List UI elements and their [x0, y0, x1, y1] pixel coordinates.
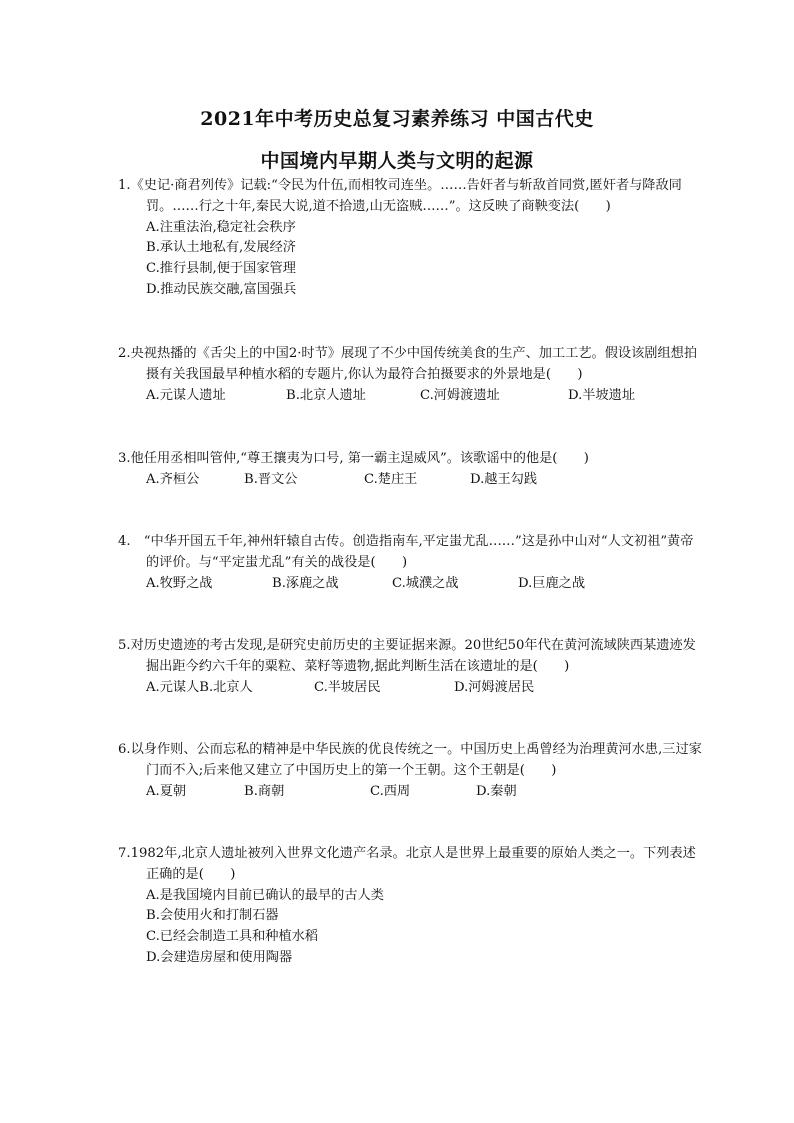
option-b: B.承认土地私有,发展经济 [146, 240, 296, 256]
option-c: C.已经会制造工具和种植水稻 [146, 929, 319, 945]
question-stem: 1.《史记·商君列传》记载:“令民为什伍,而相牧司连坐。……告奸者与斩敌首同赏,匿奸者与降敌同罚。……行之十年,秦民大说,道不拾遗,山无盗贼……”。这反映了商鞅变法( ) [118, 178, 682, 214]
option-d: D.巨鹿之战 [518, 575, 586, 591]
option-d: D.越王勾践 [470, 471, 538, 487]
option-c: C.西周 [370, 783, 411, 799]
option-d: D.推动民族交融,富国强兵 [146, 281, 297, 297]
question-6 [118, 740, 706, 802]
options-row [118, 782, 706, 803]
question-stem: 6.以身作则、公而忘私的精神是中华民族的优良传统之一。中国历史上禹曾经为治理黄河水患,三过家门而不入;后来他又建立了中国历史上的第一个王朝。这个王朝是( ) [118, 742, 702, 778]
option-b: B.北京人遗址 [286, 387, 366, 403]
document-title: 2021年中考历史总复习素养练习 中国古代史 [200, 108, 594, 130]
option-d: D.会建造房屋和使用陶器 [146, 949, 293, 965]
option-a: A.注重法治,稳定社会秩序 [146, 219, 296, 235]
option-a: A.元谋人遗址 [146, 387, 226, 403]
option-d: D.秦朝 [476, 783, 517, 799]
option-b: B.涿鹿之战 [272, 575, 339, 591]
option-a: A.齐桓公 [146, 471, 200, 487]
options-row [118, 470, 706, 491]
question-stem: 5.对历史遗迹的考古发现,是研究史前历史的主要证据来源。20世纪50年代在黄河流域陕西某遗迹发掘出距今约六千年的粟粒、菜籽等遗物,据此判断生活在该遗址的是( ) [118, 638, 696, 674]
option-a-b: A.元谋人B.北京人 [146, 679, 253, 695]
option-a: A.夏朝 [146, 783, 187, 799]
question-stem: 7.1982年,北京人遗址被列入世界文化遗产名录。北京人是世界上最重要的原始人类之一。下列表述正确的是( ) [118, 846, 696, 882]
option-b: B.商朝 [244, 783, 285, 799]
options-row [118, 386, 706, 407]
option-b: B.会使用火和打制石器 [146, 908, 279, 924]
options-row [118, 678, 706, 699]
question-5 [118, 636, 706, 698]
question-4 [118, 532, 706, 594]
option-c: C.河姆渡遗址 [420, 387, 500, 403]
question-1 [118, 176, 706, 301]
option-c: C.城濮之战 [392, 575, 459, 591]
option-c: C.推行县制,便于国家管理 [146, 261, 296, 277]
question-2 [118, 344, 706, 406]
option-c: C.楚庄王 [364, 471, 418, 487]
option-a: A.牧野之战 [146, 575, 213, 591]
question-7 [118, 844, 706, 969]
options-row [118, 574, 706, 595]
document-subtitle: 中国境内早期人类与文明的起源 [260, 150, 534, 172]
question-stem: 3.他任用丞相叫管仲,“尊王攘夷为口号, 第一霸主逞威风”。该歌谣中的他是( ) [118, 451, 589, 466]
question-stem: 4. “中华开国五千年,神州轩辕自古传。创造指南车,平定蚩尤乱……”这是孙中山对“人文初祖”黄帝的评价。与“平定蚩尤乱”有关的战役是( ) [118, 534, 694, 570]
option-b: B.晋文公 [244, 471, 298, 487]
question-stem: 2.央视热播的《舌尖上的中国2·时节》展现了不少中国传统美食的生产、加工工艺。假设该剧组想拍摄有关我国最早种植水稻的专题片,你认为最符合拍摄要求的外景地是( ) [118, 346, 698, 382]
option-d: D.河姆渡居民 [454, 679, 535, 695]
option-a: A.是我国境内目前已确认的最早的古人类 [146, 887, 384, 903]
option-c: C.半坡居民 [314, 679, 381, 695]
question-3 [118, 449, 706, 491]
option-d: D.半坡遗址 [568, 387, 636, 403]
